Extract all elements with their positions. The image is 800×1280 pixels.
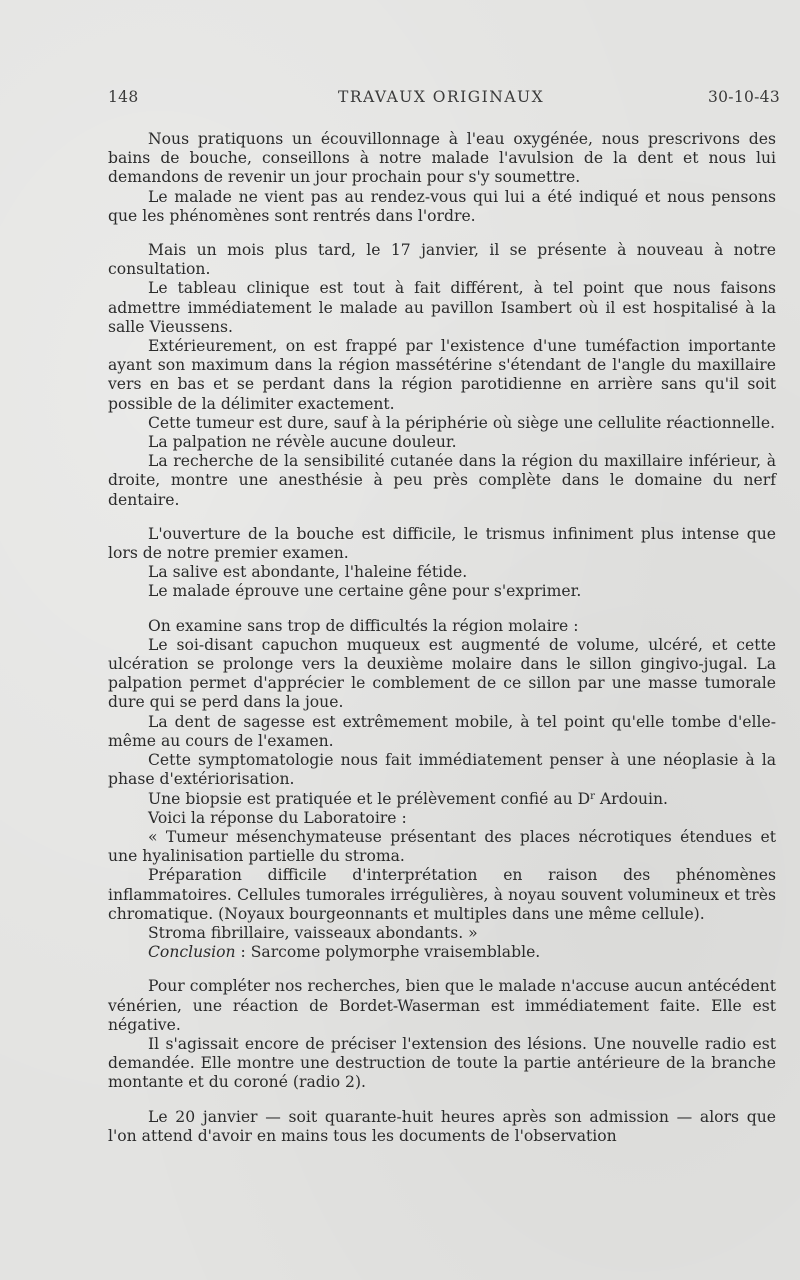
paragraph: Pour compléter nos recherches, bien que le malade n'accuse aucun antécédent vénérien, une réaction de Bordet-Waserman est immédiatement faite. Elle est négative. <box>108 977 776 1034</box>
conclusion-text: : Sarcome polymorphe vraisemblable. <box>235 943 541 962</box>
paragraph: « Tumeur mésenchymateuse présentant des places nécrotiques étendues et une hyalinisation partielle du stroma. <box>108 827 776 866</box>
paragraph: Mais un mois plus tard, le 17 janvier, il se présente à nouveau à notre consultation. <box>108 241 776 279</box>
article-body <box>108 130 776 1146</box>
page-number: 148 <box>108 88 139 106</box>
paragraph: Cette symptomatologie nous fait immédiatement penser à une néoplasie à la phase d'extériorisation. <box>108 751 776 789</box>
biopsy-doctor: Ardouin. <box>594 789 668 808</box>
paragraph: Stroma fibrillaire, vaisseaux abondants. » <box>148 923 478 942</box>
paragraph: Le malade éprouve une certaine gêne pour s'exprimer. <box>148 582 582 601</box>
paragraph: Le malade ne vient pas au rendez-vous qui lui a été indiqué et nous pensons que les phénomènes sont rentrés dans l'ordre. <box>108 187 776 225</box>
conclusion-label: Conclusion <box>148 943 236 962</box>
page-header <box>108 88 780 110</box>
paragraph: La recherche de la sensibilité cutanée dans la région du maxillaire inférieur, à droite, montre une anesthésie à peu près complète dans le domaine du nerf dentaire. <box>108 452 776 509</box>
paragraph: Préparation difficile d'interprétation en raison des phénomènes inflammatoires. Cellules tumorales irrégulières, à noyau souvent volumineux et très chromatique. (Noyaux bourgeonnants et multiples dans une même cellule). <box>108 866 776 923</box>
paragraph: Le soi-disant capuchon muqueux est augmenté de volume, ulcéré, et cette ulcération se prolonge vers la deuxième molaire dans le sillon gingivo-jugal. La palpation permet d'apprécier le comblement de ce sillon par une masse tumorale dure qui se perd dans la joue. <box>108 635 776 712</box>
paragraph: La dent de sagesse est extrêmement mobile, à tel point qu'elle tombe d'elle-même au cours de l'examen. <box>108 712 776 750</box>
paragraph: La palpation ne révèle aucune douleur. <box>148 433 457 452</box>
paragraph: Le 20 janvier — soit quarante-huit heures après son admission — alors que l'on attend d'avoir en mains tous les documents de l'observation <box>108 1107 776 1145</box>
paragraph: Le tableau clinique est tout à fait différent, à tel point que nous faisons admettre immédiatement le malade au pavillon Isambert où il est hospitalisé à la salle Vieussens. <box>108 279 776 336</box>
paragraph: On examine sans trop de difficultés la région molaire : <box>148 616 579 635</box>
paragraph: L'ouverture de la bouche est difficile, le trismus infiniment plus intense que lors de notre premier examen. <box>108 524 776 563</box>
paragraph: Cette tumeur est dure, sauf à la périphérie où siège une cellulite réactionnelle. <box>148 413 776 432</box>
paragraph: Voici la réponse du Laboratoire : <box>148 808 407 827</box>
paragraph: Extérieurement, on est frappé par l'existence d'une tuméfaction importante ayant son maximum dans la région massétérine s'étendant de l'angle du maxillaire vers en bas et se perdant dans la région parotidienne en arrière sans qu'il soit possible de la délimiter exactement. <box>108 337 776 413</box>
running-title: TRAVAUX ORIGINAUX <box>338 88 545 106</box>
paragraph: Il s'agissait encore de préciser l'extension des lésions. Une nouvelle radio est demandée. Elle montre une destruction de toute la partie antérieure de la branche montante et du coroné (radio 2). <box>108 1034 776 1092</box>
issue-date: 30-10-43 <box>707 88 780 106</box>
biopsy-text: Une biopsie est pratiquée et le prélèvement confié au D <box>148 789 591 808</box>
paragraph: La salive est abondante, l'haleine fétide. <box>148 563 468 582</box>
paragraph-conclusion <box>108 943 776 962</box>
paragraph: Nous pratiquons un écouvillonnage à l'eau oxygénée, nous prescrivons des bains de bouche, conseillons à notre malade l'avulsion de la dent et nous lui demandons de revenir un jour prochain pour s'y soumettre. <box>108 130 776 187</box>
doctor-superscript: r <box>590 790 595 802</box>
paragraph-biopsy <box>108 790 776 809</box>
